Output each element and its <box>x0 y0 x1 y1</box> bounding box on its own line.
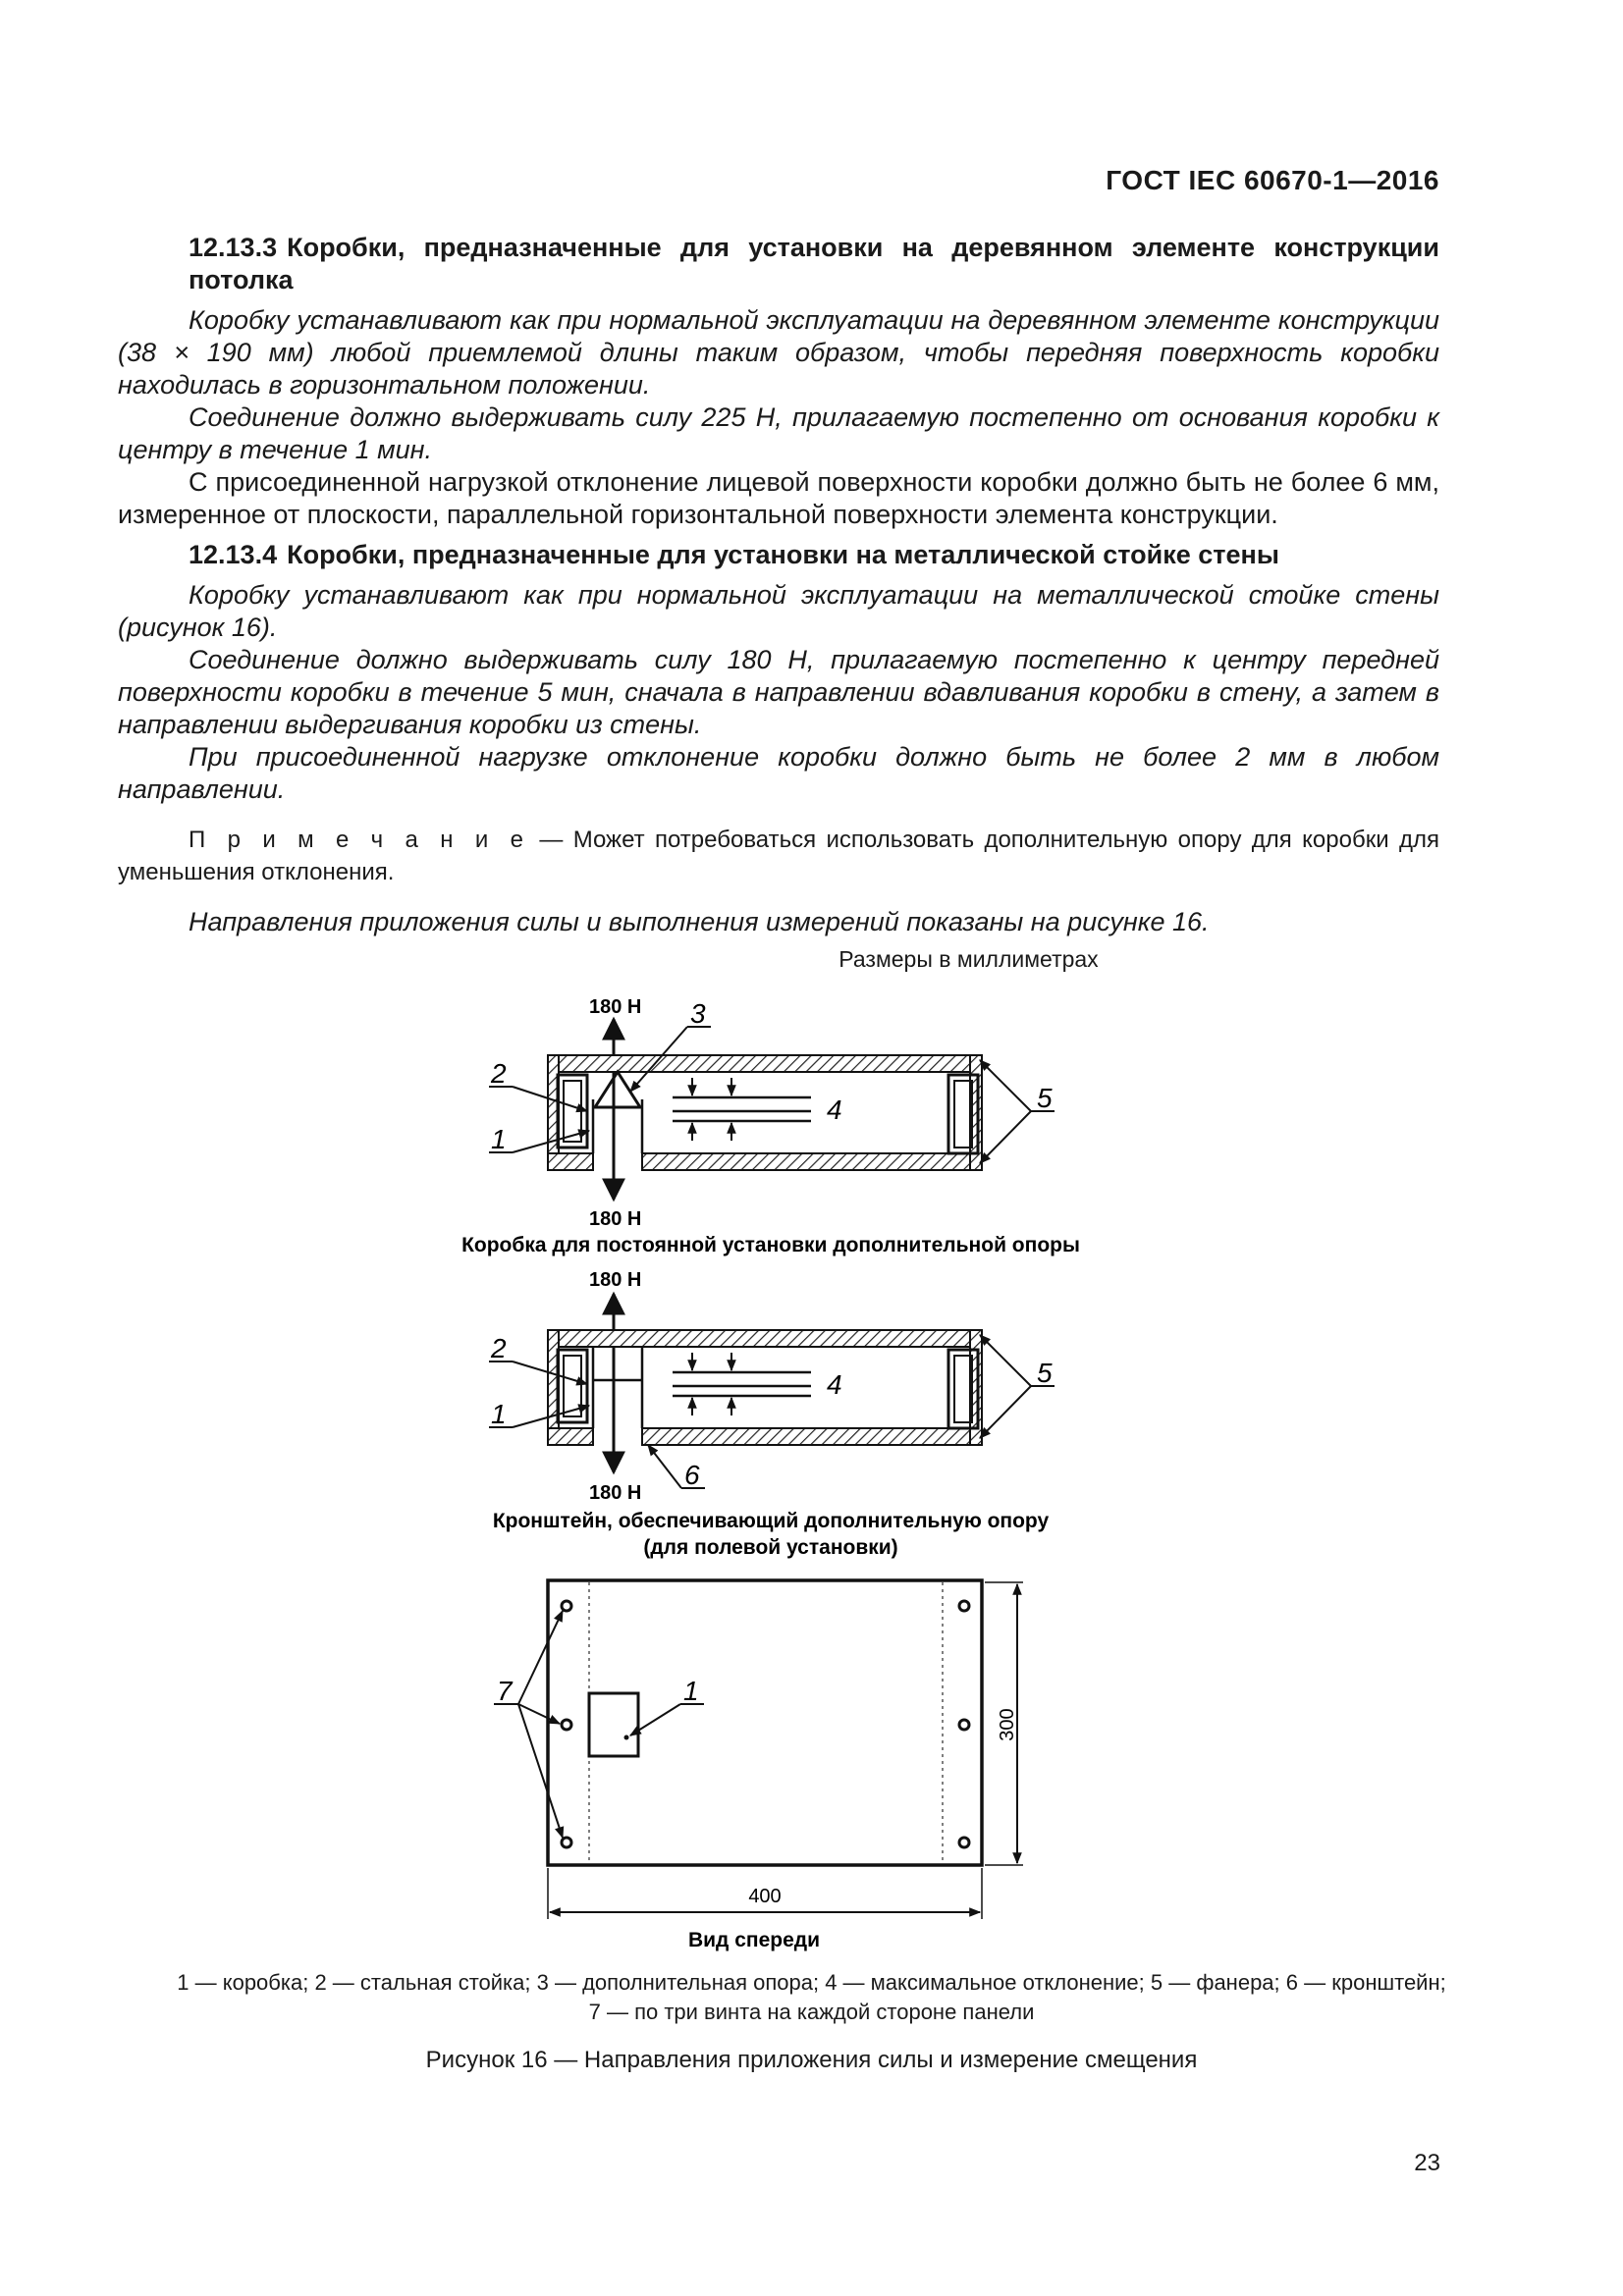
bottom-wall-left <box>548 1153 593 1170</box>
dimension-width-label: 400 <box>748 1886 782 1907</box>
screw-right-bottom <box>959 1838 969 1847</box>
paragraph: Коробку устанавливают как при нормальной эксплуатации на деревянном элементе конструкции (38 × 190 мм) любой приемлемой длины таким образом, чтобы передняя поверхность коробки находилась в горизонтальном положении. <box>118 305 1439 400</box>
paragraph: При присоединенной нагрузке отклонение коробки должно быть не более 2 мм в любом направлении. <box>118 742 1439 804</box>
panel-outline <box>548 1580 982 1865</box>
paragraph: Коробку устанавливают как при нормальной эксплуатации на металлической стойке стены (рисунок 16). <box>118 580 1439 642</box>
screw-right-middle <box>959 1720 969 1730</box>
box-front <box>589 1693 638 1756</box>
view-2-field-bracket <box>489 1269 1055 1559</box>
section-title: Коробки, предназначенные для установки на металлической стойке стены <box>287 540 1279 569</box>
paragraph: С присоединенной нагрузкой отклонение лицевой поверхности коробки должно быть не более 6 мм, измеренное от плоскости, параллельной горизонтальной поверхности элемента конструкции. <box>118 467 1439 529</box>
bottom-wall-left <box>548 1428 593 1445</box>
callout-5: 5 <box>1037 1083 1053 1113</box>
callout-1: 1 <box>683 1676 699 1706</box>
legend-line-1: 1 — коробка; 2 — стальная стойка; 3 — дополнительная опора; 4 — максимальное отклонение; 5 — фанера; 6 — кронштейн; <box>177 1970 1446 1995</box>
note-label: П р и м е ч а н и е <box>189 827 529 853</box>
force-label-bottom: 180 Н <box>589 1482 642 1504</box>
paragraph: Соединение должно выдерживать силу 225 Н, прилагаемую постепенно от основания коробки к центру в течение 1 мин. <box>118 402 1439 464</box>
additional-support <box>595 1072 640 1107</box>
callout-6: 6 <box>684 1460 700 1490</box>
section-title: Коробки, предназначенные для установки на деревянном элементе конструкции потолка <box>189 233 1439 294</box>
callout-2: 2 <box>491 1333 507 1363</box>
force-label-top: 180 Н <box>589 1269 642 1291</box>
top-wall <box>548 1055 982 1072</box>
steel-stud <box>558 1350 587 1422</box>
dimension-height-label: 300 <box>997 1708 1018 1741</box>
directions-text: Направления приложения силы и выполнения измерений показаны на рисунке 16. <box>189 907 1210 936</box>
dimension-width <box>548 1868 982 1919</box>
legend-line-2: 7 — по три винта на каждой стороне панели <box>588 2000 1035 2024</box>
section-number: 12.13.4 <box>189 540 278 569</box>
bottom-wall-right <box>642 1428 982 1445</box>
screw-left-bottom <box>562 1838 571 1847</box>
deflection-marker <box>673 1078 811 1141</box>
paragraph: Соединение должно выдерживать силу 180 Н, прилагаемую постепенно к центру передней поверхности коробки в течение 5 мин, сначала в направлении вдавливания коробки в стену, а затем в направлении выдергивания коробки из стены. <box>118 645 1439 739</box>
deflection-marker <box>673 1353 811 1415</box>
note-text: — Может потребоваться использовать дополнительную опору для коробки для уменьшения отклонения. <box>118 827 1439 885</box>
bottom-wall-right <box>642 1153 982 1170</box>
view-3-caption: Вид спереди <box>687 1929 821 1951</box>
view-1-permanent-support <box>461 996 1080 1256</box>
callout-4: 4 <box>827 1369 842 1400</box>
callout-5: 5 <box>1037 1358 1053 1388</box>
view-2-caption-line-2: (для полевой установки) <box>643 1536 898 1559</box>
figure-legend <box>0 1968 1623 2027</box>
force-label-bottom: 180 Н <box>589 1208 642 1230</box>
view-2-caption-line-1: Кронштейн, обеспечивающий дополнительную опору <box>492 1510 1050 1532</box>
view-3-front-view <box>494 1580 1023 1951</box>
figure-caption: Рисунок 16 — Направления приложения силы и измерение смещения <box>425 2047 1198 2073</box>
callout-3: 3 <box>690 998 706 1029</box>
screw-left-top <box>562 1601 571 1611</box>
callout-2: 2 <box>491 1058 507 1089</box>
screw-left-middle <box>562 1720 571 1730</box>
callout-4: 4 <box>827 1095 842 1125</box>
screw-right-top <box>959 1601 969 1611</box>
force-label-top: 180 Н <box>589 996 642 1018</box>
standard-header: ГОСТ IEC 60670-1—2016 <box>1106 165 1439 195</box>
callout-1: 1 <box>491 1399 507 1429</box>
dimension-height <box>985 1582 1023 1865</box>
callout-1: 1 <box>491 1124 507 1154</box>
view-1-caption: Коробка для постоянной установки дополнительной опоры <box>461 1234 1080 1256</box>
callout-7: 7 <box>497 1676 513 1706</box>
dimensions-note: Размеры в миллиметрах <box>839 946 1099 972</box>
page-number: 23 <box>1414 2150 1440 2176</box>
steel-stud <box>558 1075 587 1148</box>
top-wall <box>548 1330 982 1347</box>
section-number: 12.13.3 <box>189 233 278 262</box>
